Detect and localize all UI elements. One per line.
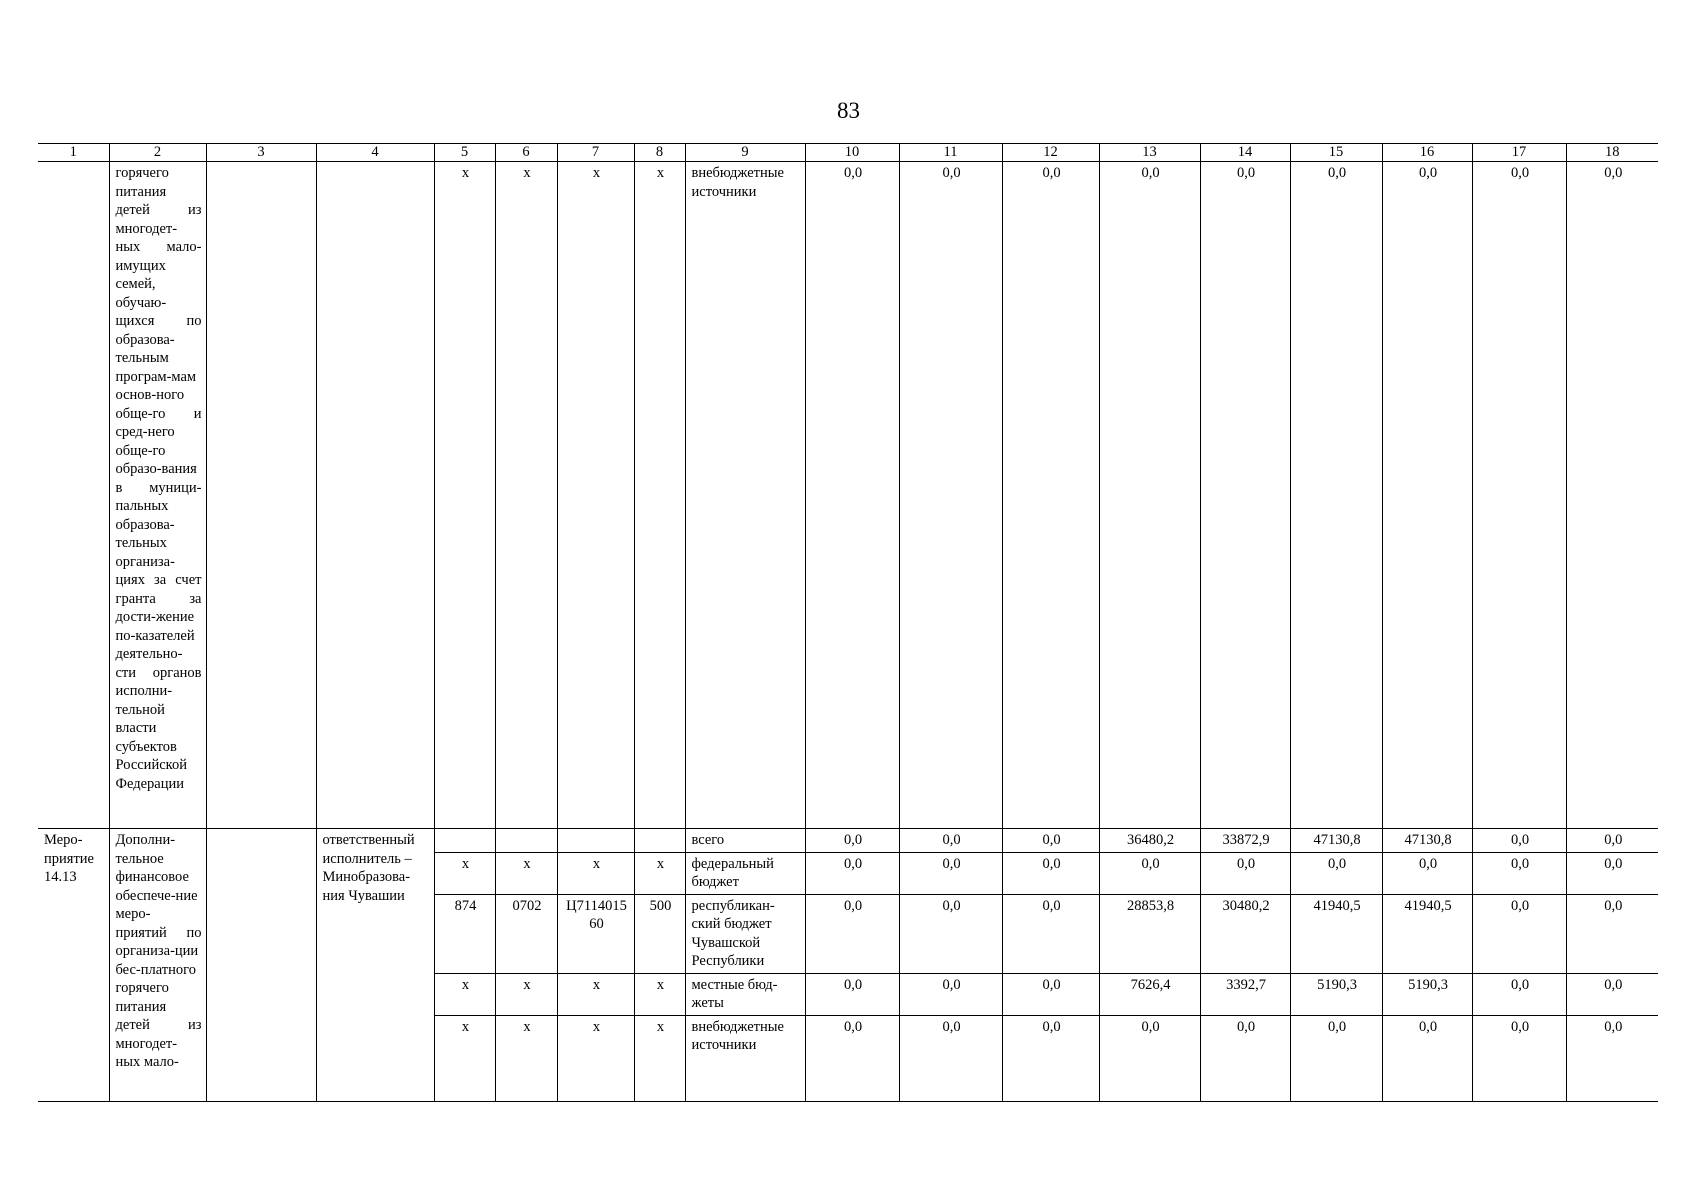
funding-source: федеральный бюджет [685, 852, 805, 894]
value-cell: 0,0 [899, 894, 1002, 973]
code-cell: 0702 [495, 894, 557, 973]
value-cell: 0,0 [1002, 829, 1099, 853]
code-cell: х [495, 973, 557, 1015]
value-cell: 0,0 [1290, 162, 1382, 829]
value-cell: 0,0 [1566, 162, 1658, 829]
empty-cell [206, 829, 316, 1102]
value-cell: 0,0 [899, 162, 1002, 829]
value-cell: 3392,7 [1200, 973, 1290, 1015]
code-cell: х [495, 852, 557, 894]
value-cell: 0,0 [1566, 973, 1658, 1015]
value-cell: 0,0 [805, 162, 899, 829]
measure-description: Дополни-тельное финансовое обеспече-ние меро-приятий по организа-ции бес-платного горячего питания детей из многодет-ных мало- [109, 829, 206, 1102]
value-cell: 0,0 [1472, 1015, 1566, 1101]
header-cell: 13 [1099, 144, 1200, 162]
code-cell [495, 829, 557, 853]
code-cell: х [634, 1015, 685, 1101]
value-cell: 0,0 [1099, 1015, 1200, 1101]
code-cell: х [434, 1015, 495, 1101]
code-cell: х [634, 973, 685, 1015]
code-cell [634, 829, 685, 853]
value-cell: 0,0 [1472, 894, 1566, 973]
code-cell: х [434, 973, 495, 1015]
value-cell: 0,0 [1200, 1015, 1290, 1101]
funding-source: всего [685, 829, 805, 853]
header-cell: 3 [206, 144, 316, 162]
header-cell: 5 [434, 144, 495, 162]
header-cell: 10 [805, 144, 899, 162]
value-cell: 0,0 [1002, 852, 1099, 894]
code-cell: 500 [634, 894, 685, 973]
value-cell: 0,0 [805, 852, 899, 894]
value-cell: 0,0 [1472, 973, 1566, 1015]
value-cell: 0,0 [1200, 162, 1290, 829]
value-cell: 0,0 [805, 973, 899, 1015]
code-cell: х [495, 1015, 557, 1101]
empty-cell [206, 162, 316, 829]
code-cell: Ц711401560 [557, 894, 634, 973]
value-cell: 5190,3 [1290, 973, 1382, 1015]
value-cell: 33872,9 [1200, 829, 1290, 853]
value-cell: 0,0 [1290, 852, 1382, 894]
header-row [38, 144, 1658, 162]
value-cell: 0,0 [1099, 852, 1200, 894]
funding-source: внебюджетные источники [685, 1015, 805, 1101]
code-cell: х [634, 852, 685, 894]
continued-row [38, 162, 1658, 829]
value-cell: 0,0 [1002, 894, 1099, 973]
value-cell: 0,0 [805, 829, 899, 853]
code-cell [557, 829, 634, 853]
value-cell: 7626,4 [1099, 973, 1200, 1015]
code-cell: х [434, 162, 495, 829]
measure-description: горячего питания детей из многодет-ных мало-имущих семей, обучаю-щихся по образова-тельным програм-мам основ-ного обще-го и сред-него обще-го образо-вания в муници-пальных образова-тельных организа-циях за счет гранта за дости-жение по-казателей деятельно-сти органов исполни-тельной власти субъектов Российской Федерации [109, 162, 206, 829]
value-cell: 47130,8 [1382, 829, 1472, 853]
header-cell: 2 [109, 144, 206, 162]
value-cell: 0,0 [1099, 162, 1200, 829]
header-cell: 1 [38, 144, 109, 162]
value-cell: 41940,5 [1290, 894, 1382, 973]
value-cell: 0,0 [1566, 894, 1658, 973]
code-cell [434, 829, 495, 853]
header-cell: 15 [1290, 144, 1382, 162]
code-cell: 874 [434, 894, 495, 973]
executor-cell: ответственный исполнитель – Минобразова-ния Чувашии [316, 829, 434, 1102]
value-cell: 0,0 [1382, 1015, 1472, 1101]
header-cell: 14 [1200, 144, 1290, 162]
code-cell: х [557, 973, 634, 1015]
value-cell: 0,0 [899, 829, 1002, 853]
value-cell: 0,0 [805, 894, 899, 973]
funding-source: местные бюд-жеты [685, 973, 805, 1015]
value-cell: 0,0 [805, 1015, 899, 1101]
header-cell: 16 [1382, 144, 1472, 162]
header-cell: 4 [316, 144, 434, 162]
value-cell: 41940,5 [1382, 894, 1472, 973]
value-cell: 0,0 [899, 852, 1002, 894]
budget-table [38, 143, 1658, 1102]
value-cell: 47130,8 [1290, 829, 1382, 853]
executor-cell [316, 162, 434, 829]
page-number: 83 [837, 98, 860, 123]
value-cell: 0,0 [1472, 852, 1566, 894]
value-cell: 0,0 [1566, 852, 1658, 894]
value-cell: 0,0 [1472, 829, 1566, 853]
header-cell: 12 [1002, 144, 1099, 162]
value-cell: 0,0 [1566, 829, 1658, 853]
value-cell: 0,0 [1002, 162, 1099, 829]
measure-row [38, 829, 1658, 853]
code-cell: х [557, 1015, 634, 1101]
value-cell: 0,0 [1290, 1015, 1382, 1101]
header-cell: 17 [1472, 144, 1566, 162]
row-id-cell [38, 162, 109, 829]
value-cell: 0,0 [1002, 1015, 1099, 1101]
header-cell: 11 [899, 144, 1002, 162]
code-cell: х [434, 852, 495, 894]
code-cell: х [634, 162, 685, 829]
value-cell: 28853,8 [1099, 894, 1200, 973]
funding-source: республикан-ский бюджет Чувашской Республики [685, 894, 805, 973]
value-cell: 0,0 [899, 973, 1002, 1015]
value-cell: 0,0 [1382, 852, 1472, 894]
value-cell: 36480,2 [1099, 829, 1200, 853]
value-cell: 30480,2 [1200, 894, 1290, 973]
value-cell: 0,0 [1566, 1015, 1658, 1101]
measure-id: Меро-приятие 14.13 [38, 829, 109, 1102]
value-cell: 5190,3 [1382, 973, 1472, 1015]
header-cell: 7 [557, 144, 634, 162]
code-cell: х [557, 162, 634, 829]
header-cell: 8 [634, 144, 685, 162]
value-cell: 0,0 [1002, 973, 1099, 1015]
funding-source: внебюджетные источники [685, 162, 805, 829]
value-cell: 0,0 [899, 1015, 1002, 1101]
code-cell: х [495, 162, 557, 829]
header-cell: 18 [1566, 144, 1658, 162]
header-cell: 6 [495, 144, 557, 162]
value-cell: 0,0 [1382, 162, 1472, 829]
code-cell: х [557, 852, 634, 894]
value-cell: 0,0 [1472, 162, 1566, 829]
header-cell: 9 [685, 144, 805, 162]
value-cell: 0,0 [1200, 852, 1290, 894]
